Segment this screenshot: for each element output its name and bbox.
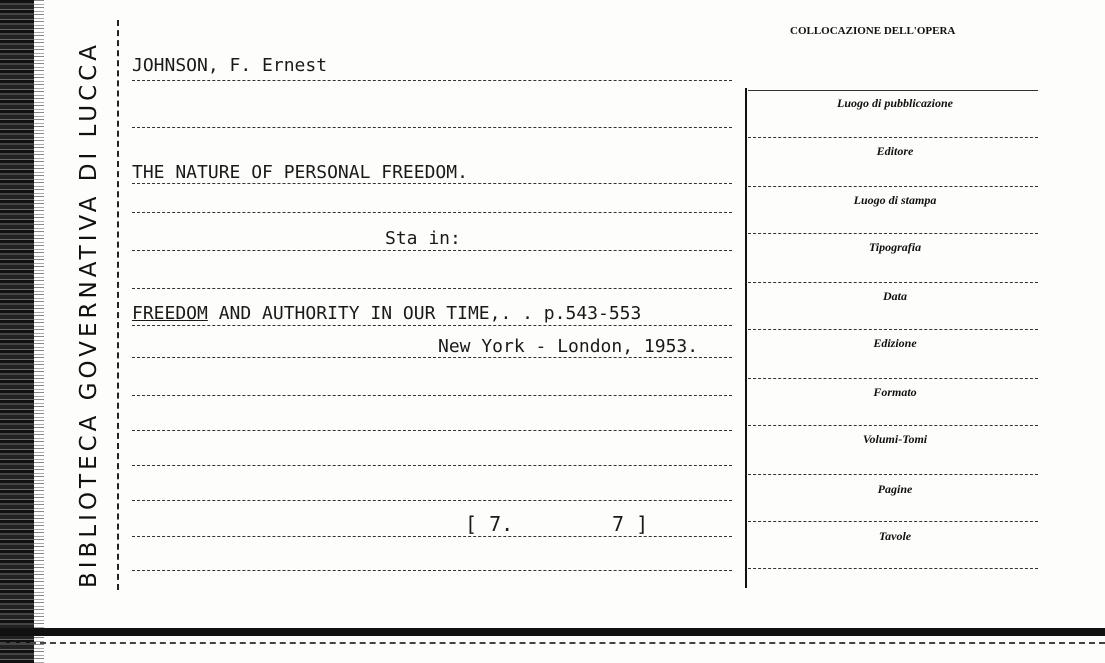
field-tavole: Tavole bbox=[878, 529, 912, 543]
rule-6 bbox=[132, 288, 732, 289]
rule-4 bbox=[132, 212, 732, 213]
bracket-right: 7 ] bbox=[612, 512, 649, 536]
rule-7 bbox=[132, 325, 732, 326]
field-editore: Editore bbox=[876, 144, 914, 158]
bracket-left: [ 7. bbox=[465, 512, 514, 536]
card-edge bbox=[0, 0, 34, 663]
source-title-rest: AND AUTHORITY IN OUR TIME,. . p.543-553 bbox=[207, 303, 642, 324]
right-rule-1 bbox=[748, 137, 1038, 138]
right-rule-2 bbox=[748, 186, 1038, 187]
location-header: COLLOCAZIONE DELL'OPERA bbox=[790, 25, 956, 37]
right-rule-5 bbox=[748, 329, 1038, 330]
field-formato: Formato bbox=[873, 385, 917, 399]
bottom-edge bbox=[0, 628, 1105, 636]
sta-in-label: Sta in: bbox=[385, 228, 461, 249]
rule-5 bbox=[132, 250, 732, 251]
right-rule-7 bbox=[748, 425, 1038, 426]
author: JOHNSON, F. Ernest bbox=[132, 55, 328, 76]
field-edizione: Edizione bbox=[873, 336, 917, 350]
field-volumi-tomi: Volumi-Tomi bbox=[862, 432, 928, 446]
right-rule-3 bbox=[748, 233, 1038, 234]
source-title bbox=[132, 303, 641, 324]
right-rule-6 bbox=[748, 378, 1038, 379]
rule-12 bbox=[132, 500, 732, 501]
rule-11 bbox=[132, 465, 732, 466]
rule-9 bbox=[132, 395, 732, 396]
field-tipografia: Tipografia bbox=[868, 240, 922, 254]
right-rule-0 bbox=[748, 90, 1038, 91]
rule-3 bbox=[132, 183, 732, 184]
rule-13 bbox=[132, 536, 732, 537]
right-rule-4 bbox=[748, 282, 1038, 283]
rule-14 bbox=[132, 570, 732, 571]
source-title-underlined: FREEDOM bbox=[132, 303, 208, 324]
field-data: Data bbox=[883, 289, 907, 303]
left-margin-rule bbox=[117, 20, 121, 590]
card-edge-perforation bbox=[34, 0, 44, 663]
work-title: THE NATURE OF PERSONAL FREEDOM. bbox=[132, 162, 468, 183]
field-luogo-pubblicazione: Luogo di pubblicazione bbox=[836, 96, 953, 110]
field-luogo-stampa: Luogo di stampa bbox=[853, 193, 937, 207]
bottom-edge-dashes bbox=[0, 642, 1105, 644]
rule-10 bbox=[132, 430, 732, 431]
rule-8 bbox=[132, 357, 732, 358]
right-rule-9 bbox=[748, 521, 1038, 522]
rule-2 bbox=[132, 127, 732, 128]
column-divider bbox=[745, 88, 747, 588]
place-year: New York - London, 1953. bbox=[438, 336, 699, 357]
library-name: BIBLIOTECA GOVERNATIVA DI LUCCA bbox=[76, 41, 102, 588]
rule-1 bbox=[132, 80, 732, 81]
right-rule-8 bbox=[748, 474, 1038, 475]
right-rule-10 bbox=[748, 568, 1038, 569]
field-pagine: Pagine bbox=[877, 482, 913, 496]
